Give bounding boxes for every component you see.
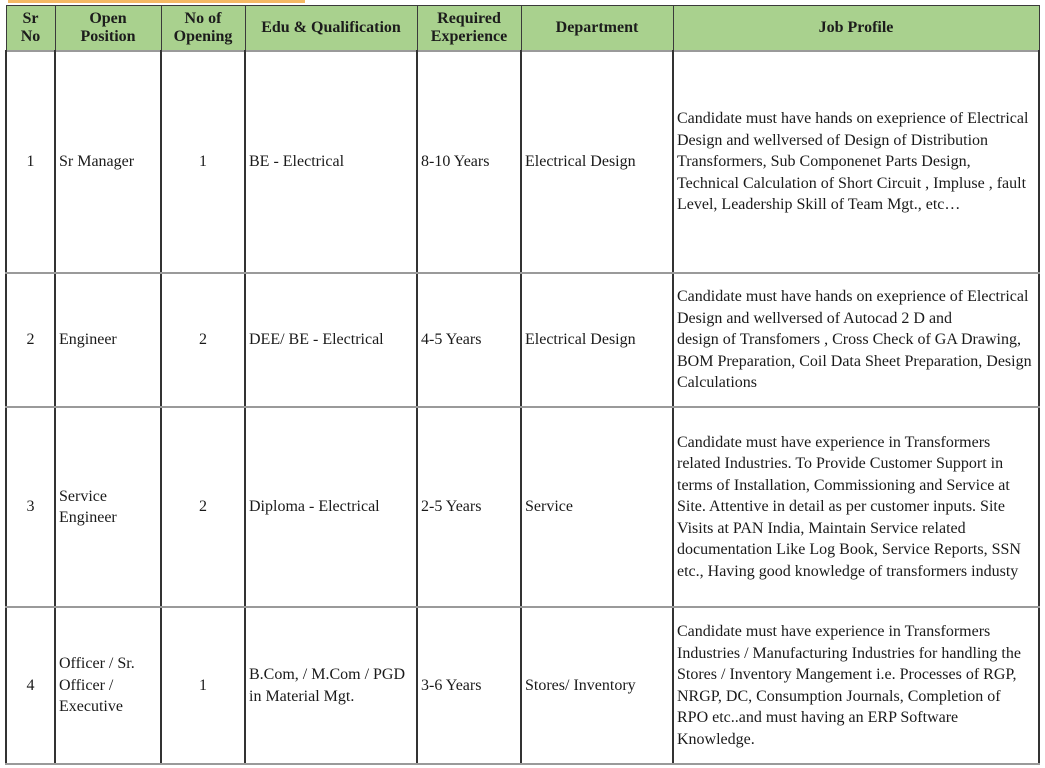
cell-position: Sr Manager — [55, 51, 161, 273]
job-openings-table — [5, 5, 1040, 765]
header-row — [6, 6, 1039, 52]
cell-sr-no: 3 — [6, 407, 55, 607]
header-sr-no — [6, 6, 55, 52]
cell-job-profile: Candidate must have hands on exeprience of Electrical Design and wellversed of Design of Distribution Transformers, Sub Componenet Parts Design, Technical Calculation of Short Circuit , Impluse , fault Level, Leadership Skill of Team Mgt., etc… — [673, 51, 1039, 273]
cell-qualification — [245, 607, 417, 764]
cell-position — [55, 407, 161, 607]
cell-sr-no: 1 — [6, 51, 55, 273]
cell-department: Service — [521, 407, 673, 607]
header-no-of-opening — [161, 6, 245, 52]
cell-qualification: DEE/ BE - Electrical — [245, 273, 417, 407]
cell-job-profile: Candidate must have experience in Transformers related Industries. To Provide Customer Support in terms of Installation, Commissioning and Service at Site. Attentive in detail as per customer inputs. Site Visits at PAN India, Maintain Service related documentation Like Log Book, Service Reports, SSN etc., Having good knowledge of transformers industy — [673, 407, 1039, 607]
table-row — [6, 273, 1039, 407]
cell-job-profile: Candidate must have experience in Transformers Industries / Manufacturing Industries for handling the Stores / Inventory Mangement i.e. Processes of RGP, NRGP, DC, Consumption Journals, Completion of RPO etc..and must having an ERP Software Knowledge. — [673, 607, 1039, 764]
table-row — [6, 407, 1039, 607]
header-required-experience-label: Required Experience — [430, 10, 508, 45]
cell-department: Electrical Design — [521, 273, 673, 407]
header-sr-no-label: Sr No — [20, 10, 41, 45]
table-row — [6, 51, 1039, 273]
cell-position-label: Officer / Sr. Officer / Executive — [59, 655, 135, 716]
cell-position — [55, 607, 161, 764]
cell-experience: 2-5 Years — [417, 407, 521, 607]
cell-sr-no: 4 — [6, 607, 55, 764]
cell-qualification-label: B.Com, / M.Com / PGD in Material Mgt. — [249, 666, 406, 705]
cell-openings: 2 — [161, 407, 245, 607]
cell-job-profile: Candidate must have hands on exeprience of Electrical Design and wellversed of Autocad 2 D and design of Transfomers , Cross Check of GA Drawing, BOM Preparation, Coil Data Sheet Preparation, Design Calculations — [673, 273, 1039, 407]
header-no-of-opening-label: No of Opening — [173, 10, 233, 45]
header-open-position-label: Open Position — [80, 10, 136, 45]
cell-position: Engineer — [55, 273, 161, 407]
table-row — [6, 607, 1039, 764]
header-required-experience — [417, 6, 521, 52]
header-job-profile: Job Profile — [673, 6, 1039, 52]
header-department: Department — [521, 6, 673, 52]
cell-department: Stores/ Inventory — [521, 607, 673, 764]
cell-position-label: Service Engineer — [59, 487, 117, 526]
cell-experience: 3-6 Years — [417, 607, 521, 764]
header-open-position — [55, 6, 161, 52]
cell-experience: 8-10 Years — [417, 51, 521, 273]
header-edu-qualification: Edu & Qualification — [245, 6, 417, 52]
cell-openings: 1 — [161, 51, 245, 273]
cell-sr-no: 2 — [6, 273, 55, 407]
cell-qualification: BE - Electrical — [245, 51, 417, 273]
cell-experience: 4-5 Years — [417, 273, 521, 407]
cell-department: Electrical Design — [521, 51, 673, 273]
cell-openings: 2 — [161, 273, 245, 407]
cell-openings: 1 — [161, 607, 245, 764]
cell-qualification: Diploma - Electrical — [245, 407, 417, 607]
top-accent-bar — [8, 0, 305, 3]
